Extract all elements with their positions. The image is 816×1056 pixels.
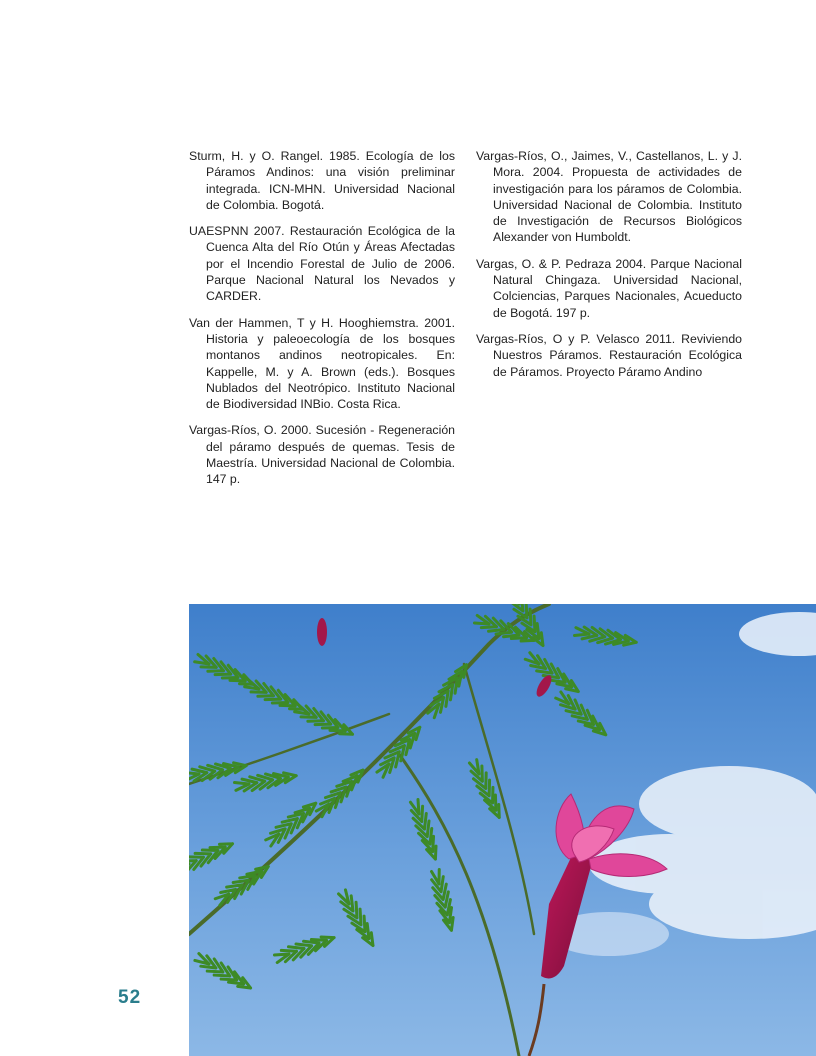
references-right-column [476,148,742,390]
reference-entry: UAESPNN 2007. Restauración Ecológica de la Cuenca Alta del Río Otún y Áreas Afectadas por el Incendio Forestal de Julio de 2006. Parque Nacional Natural los Nevados y CARDER. [189,224,455,304]
reference-entry: Van der Hammen, T y H. Hooghiemstra. 2001. Historia y paleoecología de los bosques montanos andinos neotropicales. En: Kappelle, M. y A. Brown (eds.). Bosques Nublados del Neotrópico. Instituto Nacional de Biodiversidad INBio. Costa Rica. [189,315,455,412]
flower-photo [189,604,816,1056]
reference-entry: Vargas-Ríos, O., Jaimes, V., Castellanos, L. y J. Mora. 2004. Propuesta de actividades de investigación para los páramos de Colombia. Universidad Nacional de Colombia. Instituto de Investigación de Recursos Biológicos Alexander von Humboldt. [476,149,742,245]
reference-entry: Vargas-Ríos, O. 2000. Sucesión - Regeneración del páramo después de quemas. Tesis de Maestría. Universidad Nacional de Colombia. 147 p. [189,423,455,487]
reference-entry: Vargas, O. & P. Pedraza 2004. Parque Nacional Natural Chingaza. Universidad Nacional, Colciencias, Parques Nacionales, Acueducto de Bogotá. 197 p. [476,256,742,320]
references-left-column [189,148,455,498]
reference-entry: Vargas-Ríos, O y P. Velasco 2011. Reviviendo Nuestros Páramos. Restauración Ecológica de Páramos. Proyecto Páramo Andino [476,331,742,379]
page-number: 52 [118,987,142,1008]
reference-entry: Sturm, H. y O. Rangel. 1985. Ecología de los Páramos Andinos: una visión preliminar integrada. ICN-MHN. Universidad Nacional de Colombia. Bogotá. [189,149,455,212]
